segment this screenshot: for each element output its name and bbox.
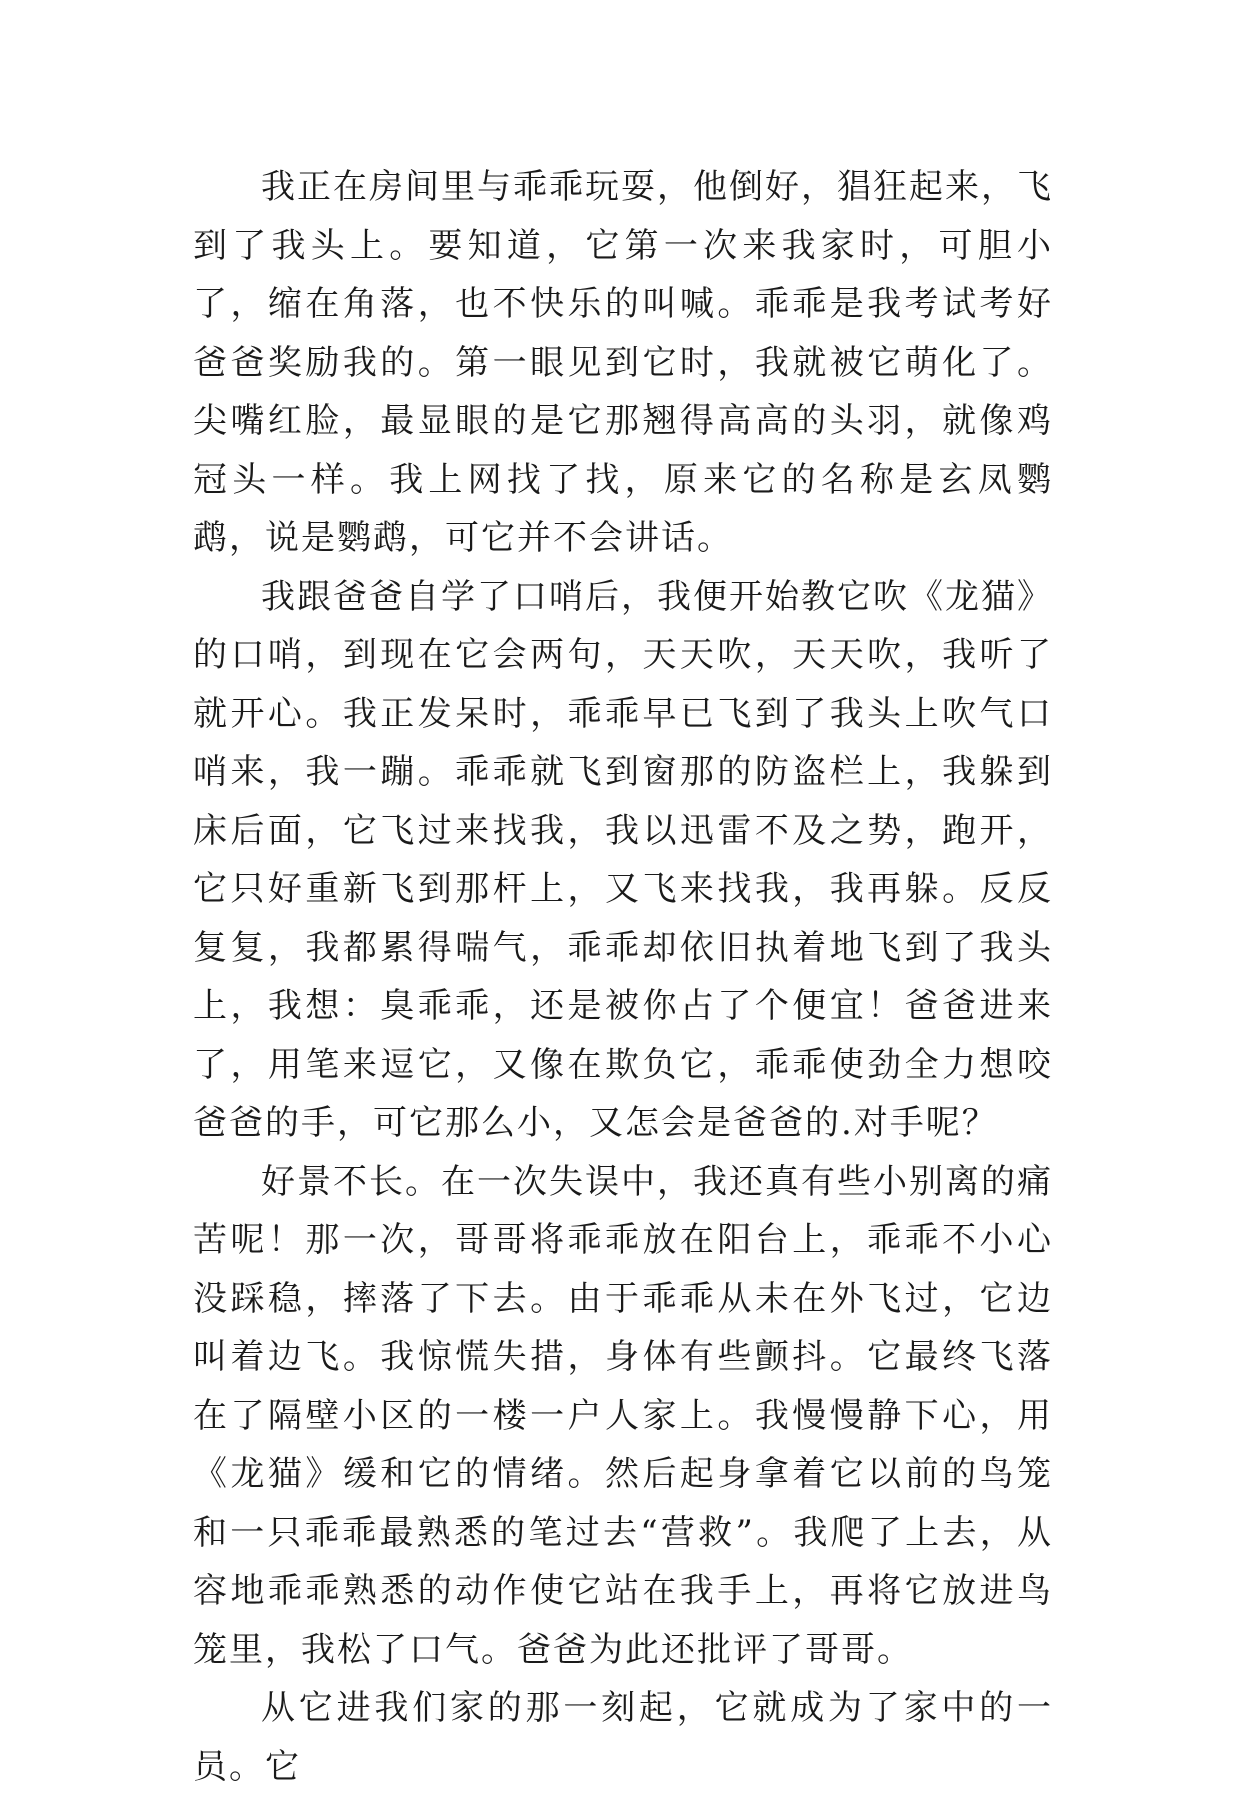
paragraph-3: 好景不长。在一次失误中，我还真有些小别离的痛苦呢！那一次，哥哥将乖乖放在阳台上，乖乖不小心没踩稳，摔落了下去。由于乖乖从未在外飞过，它边叫着边飞。我惊慌失措，身体有些颤抖。它最终飞落在了隔壁小区的一楼一户人家上。我慢慢静下心，用《龙猫》缓和它的情绪。然后起身拿着它以前的鸟笼和一只乖乖最熟悉的笔过去“营救”。我爬了上去，从容地乖乖熟悉的动作使它站在我手上，再将它放进鸟笼里，我松了口气。爸爸为此还批评了哥哥。	[193, 1161, 1053, 1670]
paragraph-1: 我正在房间里与乖乖玩耍，他倒好，猖狂起来，飞到了我头上。要知道，它第一次来我家时，可胆小了，缩在角落，也不快乐的叫喊。乖乖是我考试考好爸爸奖励我的。第一眼见到它时，我就被它萌化了。尖嘴红脸，最显眼的是它那翘得高高的头羽，就像鸡冠头一样。我上网找了找，原来它的名称是玄凤鹦鹉，说是鹦鹉，可它并不会讲话。	[193, 167, 1053, 558]
paragraph-4: 从它进我们家的那一刻起，它就成为了家中的一员。它	[193, 1688, 1053, 1787]
document-page	[193, 158, 1053, 1796]
paragraph-2: 我跟爸爸自学了口哨后，我便开始教它吹《龙猫》的口哨，到现在它会两句，天天吹，天天吹，我听了就开心。我正发呆时，乖乖早已飞到了我头上吹气口哨来，我一蹦。乖乖就飞到窗那的防盗栏上，我躲到床后面，它飞过来找我，我以迅雷不及之势，跑开，它只好重新飞到那杆上，又飞来找我，我再躲。反反复复，我都累得喘气，乖乖却依旧执着地飞到了我头上，我想：臭乖乖，还是被你占了个便宜！爸爸进来了，用笔来逗它，又像在欺负它，乖乖使劲全力想咬爸爸的手，可它那么小，又怎会是爸爸的.对手呢？	[193, 576, 1053, 1143]
